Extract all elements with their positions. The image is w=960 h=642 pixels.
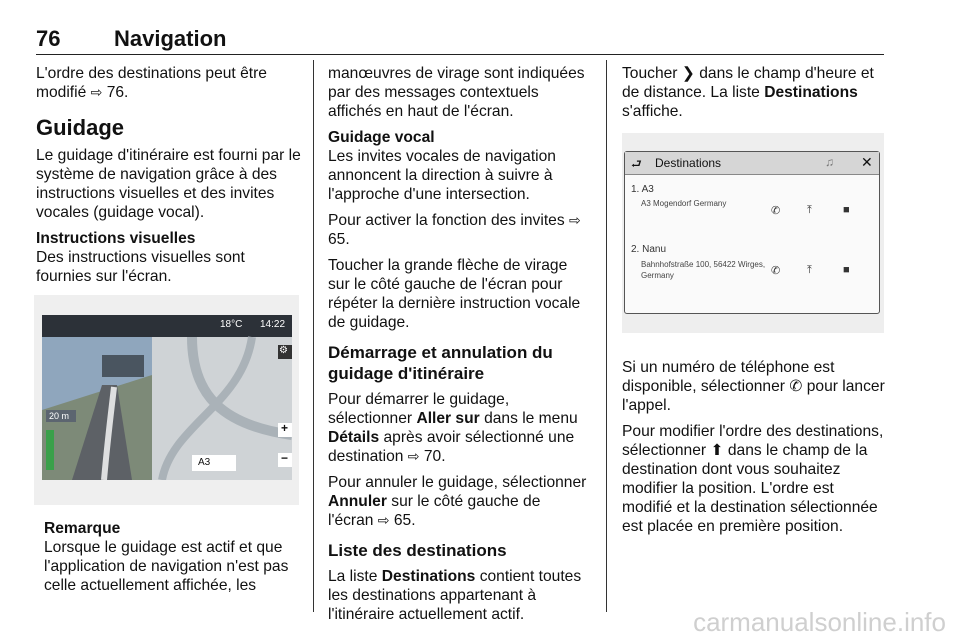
reference-arrow-icon: ⇨: [377, 512, 390, 528]
settings-icon[interactable]: ⚙: [279, 345, 288, 356]
temperature-label: 18°C: [220, 319, 243, 330]
destination-item-2-address-line2: Germany: [641, 271, 674, 280]
navigation-screen-image: [34, 295, 299, 505]
move-up-icon[interactable]: ⤒: [807, 264, 812, 276]
column-3-lower: [622, 358, 887, 543]
paragraph: Pour activer la fonction des invites ⇨ 65.: [328, 212, 581, 248]
paragraph: Le guidage d'itinéraire est fourni par le système de navigation grâce à des instructions visuelles et des invites vocales (guidage vocal).: [36, 147, 301, 221]
paragraph: Pour modifier l'ordre des destinations, sélectionner ⬆ dans le champ de la destination dont vous souhaitez modifier la position. L'ordre est modifié et la destination sélectionnée est placée en première position.: [622, 423, 884, 535]
clock-label: 14:22: [260, 319, 286, 330]
section-heading: Liste des destinations: [328, 541, 507, 560]
distance-label: 20 m: [49, 411, 70, 421]
section-heading: Guidage: [36, 115, 125, 140]
subheading: Guidage vocal: [328, 129, 435, 146]
destination-item-1[interactable]: 1. A3: [631, 184, 654, 195]
destination-item-2-address: Bahnhofstraße 100, 56422 Wirges,: [641, 260, 766, 269]
paragraph: Si un numéro de téléphone est disponible, sélectionner ✆ pour lancer l'appel.: [622, 359, 885, 414]
page-header: [36, 24, 884, 55]
column-divider: [313, 60, 314, 612]
note-text: Lorsque le guidage est actif et que l'application de navigation n'est pas celle actuellement affichée, les: [44, 539, 289, 594]
destinations-title-bar: [625, 152, 879, 175]
paragraph: Pour démarrer le guidage, sélectionner Aller sur dans le menu Détails après avoir sélectionné une destination ⇨ 70.: [328, 391, 578, 465]
music-icon[interactable]: ♫: [825, 155, 834, 169]
watermark: carmanualsonline.info: [693, 607, 946, 637]
delete-icon[interactable]: ■: [843, 204, 850, 216]
destinations-screen-image: [622, 133, 884, 333]
reference-arrow-icon: ⇨: [90, 84, 103, 100]
paragraph: Toucher la grande flèche de virage sur le côté gauche de l'écran pour répéter la dernière instruction vocale de guidage.: [328, 257, 581, 331]
column-divider: [606, 60, 607, 612]
destination-item-1-address: A3 Mogendorf Germany: [641, 199, 727, 208]
note-box: [44, 519, 304, 595]
destinations-screen: [624, 151, 880, 314]
zoom-out-button[interactable]: −: [281, 451, 289, 465]
paragraph: Toucher ❯ dans le champ d'heure et de distance. La liste Destinations s'affiche.: [622, 65, 874, 120]
phone-icon[interactable]: ✆: [771, 265, 781, 277]
paragraph: Les invites vocales de navigation annoncent la direction à suivre à l'approche d'une intersection.: [328, 148, 556, 203]
column-1: [36, 64, 301, 293]
arrow-up-icon: ⬆: [710, 442, 724, 459]
destinations-title: Destinations: [655, 156, 722, 170]
map-screen: [42, 315, 292, 480]
delete-icon[interactable]: ■: [843, 264, 850, 276]
back-icon[interactable]: ⮐: [631, 157, 642, 171]
paragraph: Pour annuler le guidage, sélectionner Annuler sur le côté gauche de l'écran ⇨ 65.: [328, 474, 587, 529]
zoom-in-button[interactable]: +: [281, 421, 289, 435]
paragraph: Des instructions visuelles sont fournies sur l'écran.: [36, 249, 245, 285]
phone-icon[interactable]: ✆: [771, 205, 781, 217]
note-title: Remarque: [44, 520, 121, 537]
destination-item-2[interactable]: 2. Nanu: [631, 244, 667, 255]
phone-icon: ✆: [789, 378, 803, 395]
move-up-icon[interactable]: ⤒: [807, 204, 812, 216]
section-heading: Démarrage et annulation du guidage d'itinéraire: [328, 343, 553, 383]
paragraph: manœuvres de virage sont indiquées par des messages contextuels affichés en haut de l'écran.: [328, 65, 585, 120]
subheading: Instructions visuelles: [36, 230, 196, 247]
column-3: [622, 64, 887, 128]
chevron-right-icon: ❯: [681, 65, 695, 82]
reference-arrow-icon: ⇨: [407, 448, 420, 464]
map-illustration: [42, 315, 292, 480]
road-label: A3: [198, 457, 211, 468]
reference-arrow-icon: ⇨: [568, 212, 581, 228]
chapter-title: Navigation: [114, 26, 227, 51]
column-2: [328, 64, 588, 631]
paragraph: La liste Destinations contient toutes les destinations appartenant à l'itinéraire actuellement actif.: [328, 568, 582, 623]
page-number: 76: [36, 26, 61, 51]
paragraph: L'ordre des destinations peut être modifié ⇨ 76.: [36, 65, 267, 101]
close-icon[interactable]: ✕: [861, 154, 873, 170]
